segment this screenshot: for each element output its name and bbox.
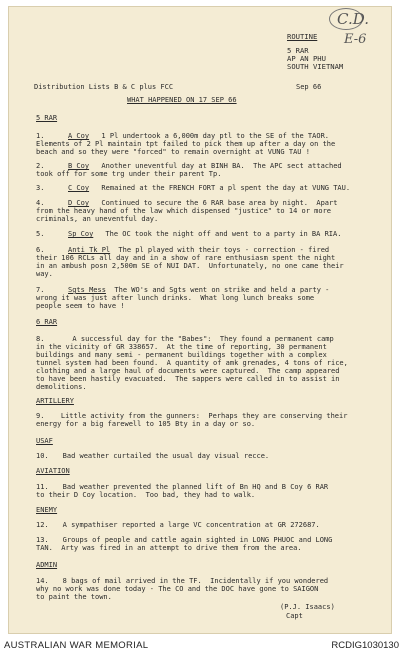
paragraph-text: in the vicinity of GR 338657. At the time of reporting, 30 permanent [36,343,327,351]
paragraph-heading: Sgts Mess [68,286,106,294]
paragraph-number: 2. [36,162,45,170]
paragraph-text: 1 Pl undertook a 6,000m day ptl to the SE of the TAOR. [93,132,330,140]
paragraph-text: Little activity from the gunners: Perhaps they are conserving their [44,412,348,420]
section-heading: USAF [36,437,53,445]
paragraph-text: tunnel system had been found. A quantity of amk grenades, 4 tons of rice, [36,359,348,367]
paragraph-number: 3. [36,184,45,192]
classification: ROUTINE [287,32,318,41]
paragraph-text: beach and so they were "forced" to remain overnight at VUNG TAU ! [36,148,310,156]
distribution-line: Distribution Lists B & C plus FCC [34,83,174,91]
paragraph-text: A successful day for the "Babes": They found a permanent camp [64,335,334,343]
paragraph-text: way. [36,270,53,278]
paragraph-heading: D Coy [68,199,90,207]
archive-footer [0,636,407,654]
paragraph-text: to have been hastily evacuated. The sappers were called in to assist in [36,375,340,383]
handwritten-mark: C.D. [337,10,369,28]
paragraph-text: wrong it was just after lunch drinks. What long lunch breaks some [36,294,315,302]
paragraph-number: 13. [36,536,49,544]
paragraph-text: took off for some trg under their parent Tp. [36,170,222,178]
paragraph-text: The pl played with their toys - correction - fired [110,246,330,254]
paragraph-text: A sympathiser reported a large VC concentration at GR 272687. [50,521,320,529]
paragraph-text: TAN. Arty was fired in an attempt to drive them from the area. [36,544,302,552]
paragraph-number: 12. [36,521,49,529]
paragraph-number: 14. [36,577,49,585]
paragraph-text: The OC took the night off and went to a party in BA RIA. [97,230,342,238]
paragraph-text: Bad weather curtailed the usual day visual recce. [50,452,270,460]
section-heading: ADMIN [36,561,58,569]
paragraph-text: buildings and many semi - permanent buildings together with a complex [36,351,327,359]
section-heading: 5 RAR [36,114,58,122]
paragraph-text: to paint the town. [36,593,112,601]
paragraph-text: their 106 RCLs all day and in a show of rare enthusiasm spent the night [36,254,336,262]
paragraph-number: 7. [36,286,45,294]
section-heading: ENEMY [36,506,58,514]
paragraph-number: 10. [36,452,49,460]
paragraph-text: 8 bags of mail arrived in the TF. Incidentally if you wondered [50,577,329,585]
paragraph-number: 5. [36,230,45,238]
paragraph-text: why no work was done today - The CO and the DOC have gone to SAIGON [36,585,319,593]
paragraph-text: Another uneventful day at BINH BA. The APC sect attached [93,162,342,170]
paragraph-text: The WO's and Sgts went on strike and held a party - [106,286,330,294]
paragraph-heading: C Coy [68,184,90,192]
document-title: WHAT HAPPENED ON 17 SEP 66 [127,96,237,104]
paragraph-heading: Sp Coy [68,230,94,238]
paragraph-text: Continued to secure the 6 RAR base area by night. Apart [93,199,338,207]
paragraph-number: 1. [36,132,45,140]
unit-name: 5 RAR [287,46,309,55]
paragraph-heading: B Coy [68,162,90,170]
signature-rank: Capt [286,612,303,620]
paragraph-number: 4. [36,199,45,207]
paragraph-number: 6. [36,246,45,254]
section-heading: ARTILLERY [36,397,74,405]
location-line-2: SOUTH VIETNAM [287,62,344,71]
record-id: RCDIG1030130 [331,640,399,651]
paragraph-text: energy for a big farewell to 105 Bty in a day or so. [36,420,256,428]
section-heading: AVIATION [36,467,70,475]
paragraph-text: in an ambush posn 2,500m SE of NUI DAT. Unfortunately, no one came their [36,262,344,270]
paragraph-text: demolitions. [36,383,87,391]
paragraph-text: clothing and a large haul of documents were captured. The camp appeared [36,367,340,375]
paragraph-text: from the heavy hand of the law which dispensed "justice" to 14 or more [36,207,332,215]
section-heading: 6 RAR [36,318,58,326]
document-date: Sep 66 [296,83,322,91]
paragraph-heading: A Coy [68,132,90,140]
signature-name: (P.J. Isaacs) [280,603,335,611]
paragraph-heading: Anti Tk Pl [68,246,111,254]
paragraph-text: people seem to have ! [36,302,125,310]
paragraph-text: Bad weather prevented the planned lift of Bn HQ and B Coy 6 RAR [50,483,329,491]
paragraph-number: 8. [36,335,45,343]
paragraph-number: 11. [36,483,49,491]
paragraph-text: Groups of people and cattle again sighted in LONG PHUOC and LONG [50,536,333,544]
handwritten-mark: E-6 [344,32,367,47]
location-line-1: AP AN PHU [287,54,326,63]
paragraph-text: criminals, an uneventful day. [36,215,159,223]
paragraph-text: Elements of 2 Pl maintain tpt failed to pick them up after a day on the [36,140,336,148]
paragraph-text: to their D Coy location. Too bad, they had to walk. [36,491,256,499]
archive-name: AUSTRALIAN WAR MEMORIAL [4,640,149,651]
paragraph-number: 9. [36,412,45,420]
paragraph-text: Remained at the FRENCH FORT a pl spent the day at VUNG TAU. [93,184,351,192]
